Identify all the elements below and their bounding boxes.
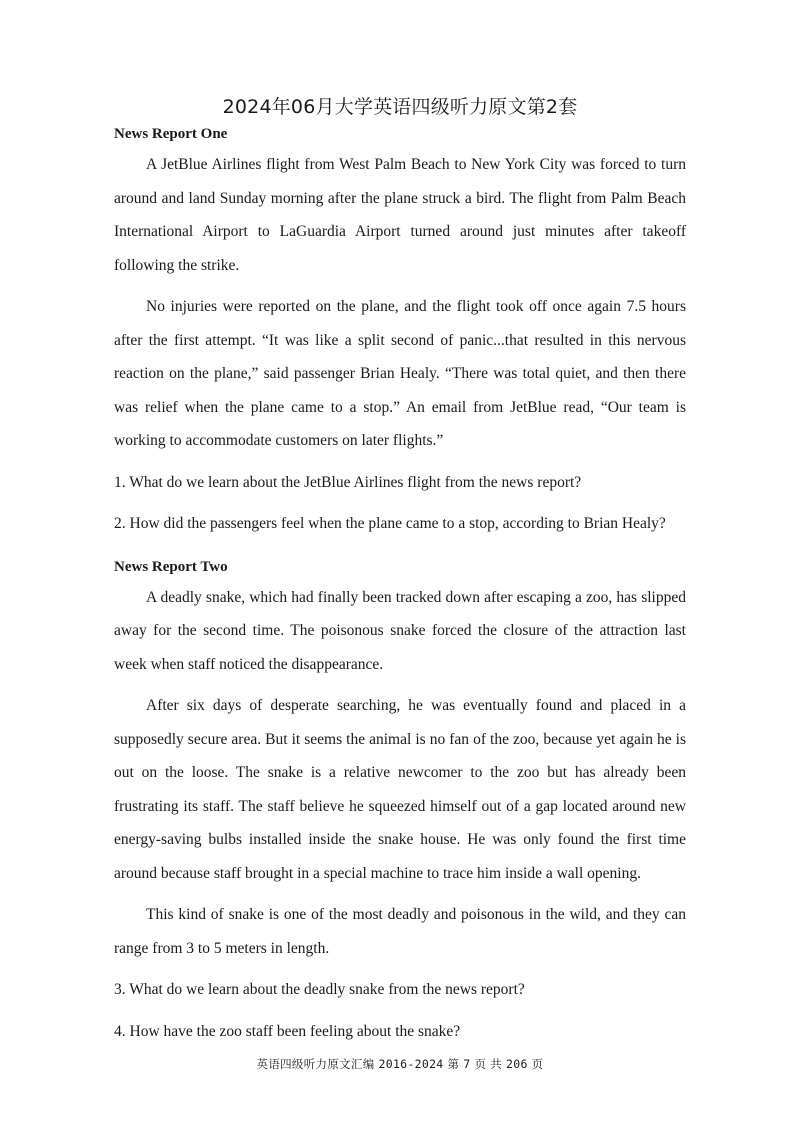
paragraph: No injuries were reported on the plane, and the flight took off once again 7.5 hours after the first attempt. “It was like a split second of panic...that resulted in this nervous reaction on the plane,” said passenger Brian Healy. “There was total quiet, and then there was relief when the plane came to a stop.” An email from JetBlue read, “Our team is working to accommodate customers on later flights.” <box>114 298 686 449</box>
footer-page-middle: 页 共 <box>474 1057 503 1071</box>
paragraph: A deadly snake, which had finally been tracked down after escaping a zoo, has slipped away for the second time. The poisonous snake forced the closure of the attraction last week when staff noticed the disappearance. <box>114 588 686 673</box>
footer-total-pages: 206 <box>506 1057 528 1071</box>
footer-page-number: 7 <box>463 1057 471 1071</box>
footer-year-range: 2016-2024 <box>378 1057 444 1071</box>
news-report-two <box>114 553 686 1049</box>
document-title: 2024年06月大学英语四级听力原文第2套 <box>222 96 578 118</box>
question: 1. What do we learn about the JetBlue Airlines flight from the news report? <box>114 473 582 491</box>
footer-page-prefix: 第 <box>447 1057 460 1071</box>
section-heading: News Report Two <box>114 558 228 575</box>
page-footer <box>0 1056 800 1072</box>
paragraph: A JetBlue Airlines flight from West Palm Beach to New York City was forced to turn around and land Sunday morning after the plane struck a bird. The flight from Palm Beach International Airport to LaGuardia Airport turned around just minutes after takeoff following the strike. <box>114 156 686 274</box>
section-heading: News Report One <box>114 126 228 142</box>
document-body <box>114 120 686 1056</box>
question: 2. How did the passengers feel when the plane came to a stop, according to Brian Healy? <box>114 515 666 532</box>
question: 3. What do we learn about the deadly snake from the news report? <box>114 981 525 998</box>
footer-collection-title: 英语四级听力原文汇编 <box>256 1057 375 1071</box>
question: 4. How have the zoo staff been feeling about the snake? <box>114 1022 461 1040</box>
footer-page-suffix: 页 <box>531 1057 544 1071</box>
news-report-one <box>114 120 686 541</box>
paragraph: After six days of desperate searching, he was eventually found and placed in a supposedly secure area. But it seems the animal is no fan of the zoo, because yet again he is out on the loose. The snake is a relative newcomer to the zoo but has already been frustrating its staff. The staff believe he squeezed himself out of a gap located around new energy-saving bulbs installed inside the snake house. He was only found the first time around because staff brought in a special machine to trace him inside a wall opening. <box>114 697 686 882</box>
paragraph: This kind of snake is one of the most deadly and poisonous in the wild, and they can range from 3 to 5 meters in length. <box>114 906 686 957</box>
